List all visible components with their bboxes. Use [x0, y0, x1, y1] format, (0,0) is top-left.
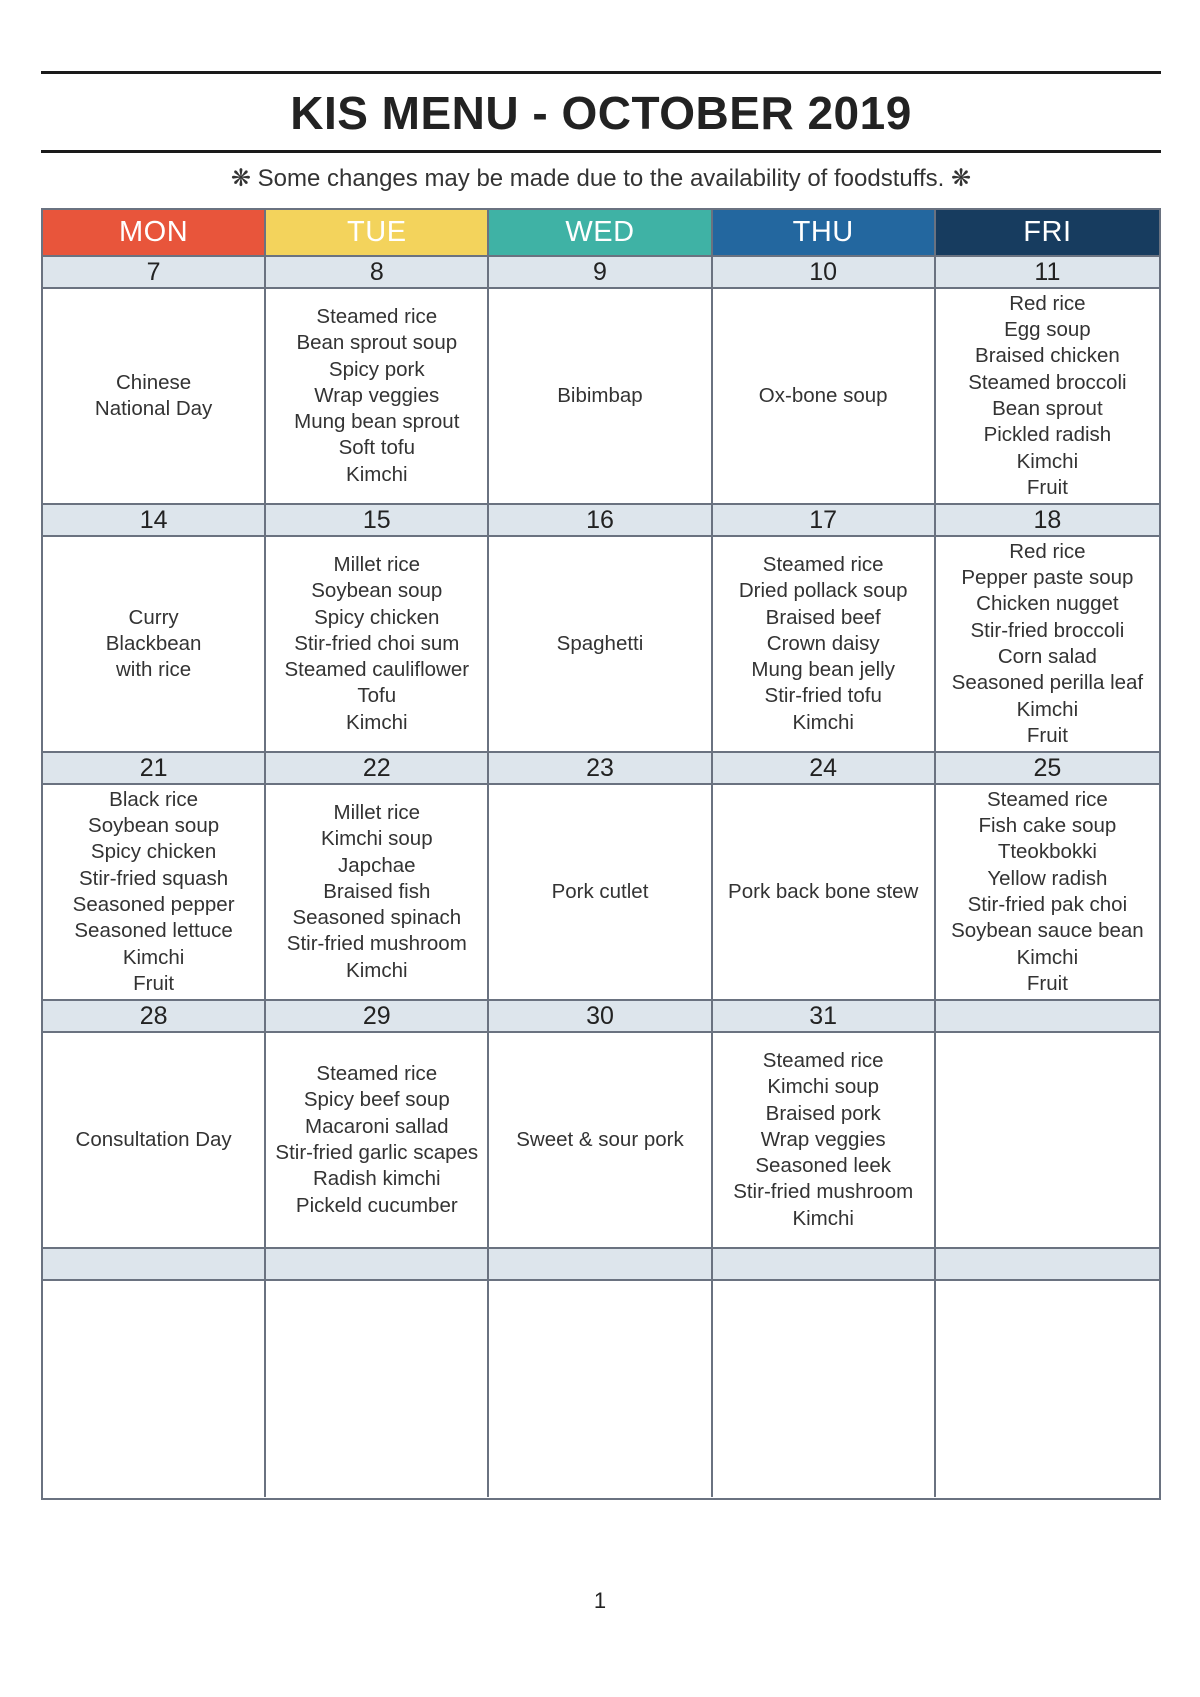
menu-item: National Day: [94, 397, 213, 420]
menu-item: Ox-bone soup: [758, 383, 888, 407]
date-cell: [266, 1249, 489, 1281]
menu-item: Japchae: [338, 853, 416, 877]
menu-item: Seasoned perilla leaf: [951, 671, 1144, 695]
date-cell: 14: [43, 505, 266, 537]
menu-item: Consultation Day: [75, 1127, 232, 1151]
menu-cell: [936, 289, 1159, 505]
menu-cell: [713, 1033, 936, 1249]
date-cell: 29: [266, 1001, 489, 1033]
day-header-mon: MON: [43, 210, 266, 257]
title-underline: [41, 150, 1161, 153]
menu-item: Macaroni sallad: [305, 1114, 449, 1138]
date-cell: 24: [713, 753, 936, 785]
day-header-wed: WED: [489, 210, 712, 257]
menu-item: Stir-fried mushroom: [733, 1180, 914, 1204]
menu-item: Red rice: [1009, 539, 1086, 563]
menu-cell: [489, 289, 712, 505]
date-cell: 9: [489, 257, 712, 289]
menu-item: Fruit: [1026, 475, 1068, 499]
menu-cell: [489, 785, 712, 1001]
menu-item: Pickled radish: [983, 423, 1112, 447]
menu-item: Steamed rice: [316, 304, 438, 328]
menu-item: Seasoned lettuce: [74, 919, 233, 943]
menu-item: Seasoned pepper: [72, 893, 235, 916]
menu-item: Spaghetti: [556, 631, 644, 655]
menu-item: Fruit: [1026, 971, 1068, 995]
menu-item: Curry: [128, 605, 179, 629]
menu-item: Kimchi soup: [320, 827, 433, 851]
availability-notice: ❋ Some changes may be made due to the availability of foodstuffs. ❋: [230, 165, 972, 192]
menu-item: Stir-fried tofu: [764, 684, 882, 708]
menu-cell: [43, 537, 266, 753]
menu-item: Seasoned leek: [755, 1154, 892, 1178]
menu-item: Spicy pork: [328, 357, 425, 381]
date-cell: [936, 1001, 1159, 1033]
date-cell: 11: [936, 257, 1159, 289]
menu-cell: [43, 1033, 266, 1249]
menu-item: Red rice: [1009, 291, 1086, 315]
menu-item: Stir-fried garlic scapes: [275, 1141, 479, 1164]
menu-item: Seasoned spinach: [292, 906, 462, 930]
menu-item: Braised chicken: [975, 344, 1120, 368]
menu-item: Fruit: [1026, 723, 1068, 747]
day-header-fri: FRI: [936, 210, 1159, 257]
menu-item: Steamed rice: [987, 787, 1108, 811]
menu-item: Radish kimchi: [312, 1167, 441, 1191]
menu-cell: [489, 537, 712, 753]
menu-cell: [266, 785, 489, 1001]
menu-cell: [489, 1281, 712, 1497]
top-rule: [41, 71, 1161, 74]
menu-item: Soybean sauce bean: [951, 919, 1144, 943]
menu-calendar: [41, 208, 1161, 1500]
menu-item: Bibimbap: [557, 383, 643, 407]
menu-item: Steamed rice: [762, 1048, 884, 1072]
menu-item: Wrap veggies: [760, 1127, 886, 1151]
date-cell: 22: [266, 753, 489, 785]
menu-item: Chicken nugget: [976, 592, 1119, 616]
menu-item: Kimchi: [122, 945, 185, 969]
menu-item: Wrap veggies: [314, 383, 440, 407]
menu-item: Steamed rice: [762, 552, 884, 576]
menu-item: Chinese: [115, 370, 192, 394]
menu-item: Pork cutlet: [551, 879, 649, 903]
date-cell: [43, 1249, 266, 1281]
menu-item: Egg soup: [1004, 318, 1091, 342]
menu-item: Crown daisy: [766, 631, 880, 655]
menu-item: Kimchi: [1016, 697, 1079, 721]
menu-item: Spicy chicken: [314, 605, 440, 629]
menu-cell: [713, 289, 936, 505]
menu-item: Millet rice: [333, 552, 421, 576]
menu-item: Fruit: [133, 971, 175, 995]
menu-item: Spicy beef soup: [303, 1088, 450, 1112]
menu-item: Stir-fried choi sum: [294, 631, 460, 655]
menu-item: Blackbean: [105, 631, 202, 655]
menu-item: Stir-fried mushroom: [286, 932, 467, 956]
menu-item: Stir-fried pak choi: [967, 893, 1128, 916]
menu-item: Braised beef: [765, 605, 881, 629]
menu-item: Kimchi: [792, 1206, 854, 1230]
date-cell: [489, 1249, 712, 1281]
menu-item: Bean sprout: [992, 397, 1103, 420]
menu-item: Kimchi: [1016, 945, 1079, 969]
menu-cell: [713, 1281, 936, 1497]
menu-item: Yellow radish: [987, 866, 1108, 890]
menu-cell: [936, 785, 1159, 1001]
date-cell: 15: [266, 505, 489, 537]
menu-item: Kimchi: [792, 710, 854, 734]
menu-item: Dried pollack soup: [738, 579, 908, 603]
menu-item: Kimchi: [1016, 449, 1079, 473]
menu-cell: [936, 1033, 1159, 1249]
menu-item: Soybean soup: [88, 814, 220, 838]
page-title: KIS MENU - OCTOBER 2019: [290, 87, 912, 139]
date-cell: [936, 1249, 1159, 1281]
menu-cell: [936, 1281, 1159, 1497]
menu-item: with rice: [116, 658, 192, 682]
menu-item: Braised pork: [765, 1101, 881, 1125]
date-cell: 16: [489, 505, 712, 537]
date-cell: 28: [43, 1001, 266, 1033]
date-cell: 25: [936, 753, 1159, 785]
menu-item: Pepper paste soup: [961, 566, 1134, 590]
menu-item: Pork back bone stew: [728, 879, 919, 903]
date-cell: 31: [713, 1001, 936, 1033]
date-cell: 23: [489, 753, 712, 785]
date-cell: [713, 1249, 936, 1281]
menu-item: Soybean soup: [311, 579, 443, 603]
page-number: 1: [593, 1588, 607, 1613]
date-cell: 21: [43, 753, 266, 785]
menu-item: Kimchi: [346, 710, 408, 734]
menu-item: Soft tofu: [338, 436, 415, 460]
date-cell: 30: [489, 1001, 712, 1033]
menu-item: Steamed rice: [316, 1062, 438, 1086]
menu-cell: [713, 785, 936, 1001]
menu-cell: [43, 1281, 266, 1497]
menu-item: Tofu: [357, 684, 397, 708]
menu-cell: [713, 537, 936, 753]
menu-item: Tteokbokki: [997, 840, 1097, 864]
menu-item: Mung bean sprout: [294, 410, 460, 434]
menu-item: Kimchi: [346, 462, 408, 486]
menu-cell: [43, 785, 266, 1001]
menu-item: Sweet & sour pork: [516, 1127, 684, 1151]
date-cell: 10: [713, 257, 936, 289]
menu-cell: [266, 1281, 489, 1497]
menu-item: Steamed cauliflower: [284, 658, 470, 682]
menu-item: Black rice: [109, 787, 199, 811]
menu-item: Kimchi: [346, 958, 408, 982]
date-cell: 18: [936, 505, 1159, 537]
date-cell: 7: [43, 257, 266, 289]
day-header-thu: THU: [713, 210, 936, 257]
menu-cell: [43, 289, 266, 505]
menu-item: Fish cake soup: [978, 814, 1117, 838]
day-header-tue: TUE: [266, 210, 489, 257]
menu-cell: [266, 289, 489, 505]
menu-item: Pickeld cucumber: [295, 1193, 458, 1217]
menu-cell: [266, 537, 489, 753]
menu-item: Spicy chicken: [90, 840, 217, 864]
date-cell: 8: [266, 257, 489, 289]
menu-item: Kimchi soup: [767, 1075, 880, 1099]
menu-item: Mung bean jelly: [751, 658, 895, 682]
menu-cell: [489, 1033, 712, 1249]
date-cell: 17: [713, 505, 936, 537]
menu-item: Stir-fried broccoli: [970, 618, 1125, 642]
menu-item: Millet rice: [333, 800, 421, 824]
menu-item: Braised fish: [323, 879, 431, 903]
menu-cell: [936, 537, 1159, 753]
menu-item: Stir-fried squash: [78, 866, 229, 890]
menu-item: Bean sprout soup: [296, 331, 458, 355]
menu-item: Steamed broccoli: [968, 370, 1127, 394]
menu-cell: [266, 1033, 489, 1249]
menu-item: Corn salad: [997, 645, 1097, 668]
